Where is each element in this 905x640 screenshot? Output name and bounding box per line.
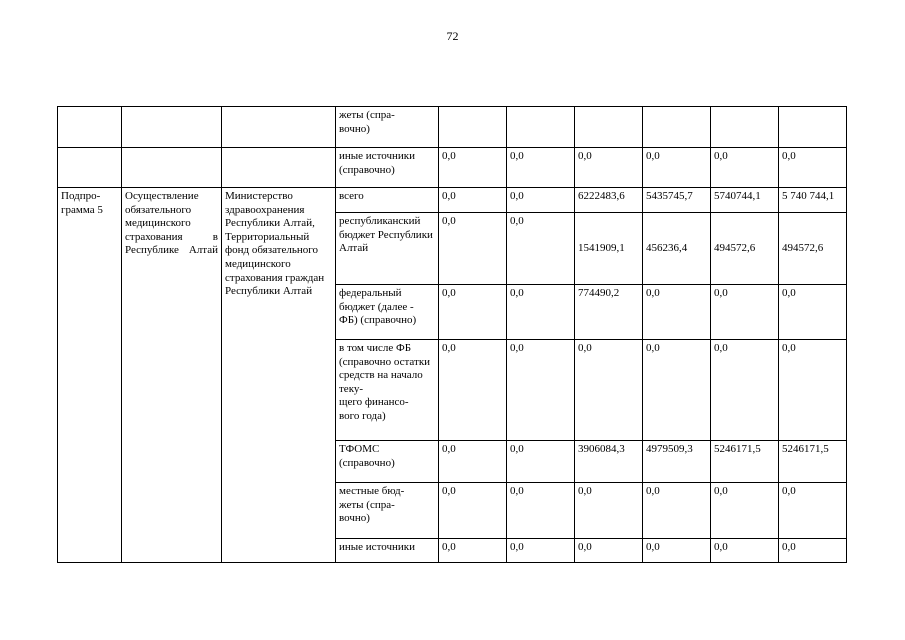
value-cell [575, 107, 643, 148]
value-cell: 5 740 744,1 [779, 188, 847, 213]
table-row [58, 148, 847, 188]
table-cell [58, 148, 122, 188]
value-cell: 0,0 [507, 213, 575, 285]
value-cell: 494572,6 [711, 213, 779, 285]
source-cell: иные источники [336, 539, 439, 563]
table-row [58, 188, 847, 213]
value-cell: 0,0 [643, 340, 711, 441]
value-cell: 0,0 [575, 340, 643, 441]
value-cell: 0,0 [711, 340, 779, 441]
table-cell [222, 107, 336, 148]
page-number: 72 [446, 29, 459, 43]
value-cell: 3906084,3 [575, 441, 643, 483]
subprogram-cell: Подпро- грамма 5 [58, 188, 122, 563]
value-cell: 0,0 [439, 213, 507, 285]
value-cell: 0,0 [507, 441, 575, 483]
value-cell: 0,0 [507, 188, 575, 213]
value-cell: 6222483,6 [575, 188, 643, 213]
value-cell: 0,0 [711, 148, 779, 188]
value-cell: 5435745,7 [643, 188, 711, 213]
value-cell: 0,0 [779, 148, 847, 188]
source-cell: федеральный бюджет (далее - ФБ) (справочно) [336, 285, 439, 340]
source-cell: всего [336, 188, 439, 213]
value-cell: 0,0 [643, 539, 711, 563]
value-cell [711, 107, 779, 148]
value-cell [439, 107, 507, 148]
value-cell: 0,0 [779, 340, 847, 441]
value-cell: 0,0 [779, 539, 847, 563]
value-cell: 0,0 [507, 285, 575, 340]
value-cell: 0,0 [711, 483, 779, 539]
value-cell: 1541909,1 [575, 213, 643, 285]
source-cell: местные бюд- жеты (спра- вочно) [336, 483, 439, 539]
value-cell [643, 107, 711, 148]
value-cell: 0,0 [711, 539, 779, 563]
source-cell: иные источники (справочно) [336, 148, 439, 188]
value-cell [779, 107, 847, 148]
value-cell: 0,0 [439, 340, 507, 441]
executor-cell: Министерство здравоохранения Республики Алтай, Территориальный фонд обязательного медицинского страхования граждан Республики Алтай [222, 188, 336, 563]
table-cell [122, 107, 222, 148]
value-cell: 5740744,1 [711, 188, 779, 213]
value-cell: 0,0 [507, 483, 575, 539]
value-cell: 0,0 [507, 539, 575, 563]
table-cell [122, 148, 222, 188]
value-cell: 0,0 [711, 285, 779, 340]
source-cell: в том числе ФБ (справочно остатки средств на начало теку- щего финансо- вого года) [336, 340, 439, 441]
value-cell: 0,0 [439, 539, 507, 563]
value-cell: 0,0 [643, 285, 711, 340]
value-cell: 0,0 [439, 441, 507, 483]
source-cell: республиканский бюджет Республики Алтай [336, 213, 439, 285]
value-cell: 0,0 [779, 483, 847, 539]
value-cell: 0,0 [439, 188, 507, 213]
value-cell: 0,0 [779, 285, 847, 340]
value-cell: 4979509,3 [643, 441, 711, 483]
value-cell: 0,0 [575, 539, 643, 563]
value-cell: 0,0 [507, 340, 575, 441]
value-cell [507, 107, 575, 148]
value-cell: 0,0 [575, 483, 643, 539]
value-cell: 774490,2 [575, 285, 643, 340]
value-cell: 0,0 [439, 148, 507, 188]
value-cell: 0,0 [439, 285, 507, 340]
value-cell: 456236,4 [643, 213, 711, 285]
value-cell: 0,0 [643, 483, 711, 539]
table-row [58, 107, 847, 148]
source-cell: ТФОМС (справочно) [336, 441, 439, 483]
table-cell [58, 107, 122, 148]
budget-table [57, 106, 847, 563]
source-cell: жеты (спра- вочно) [336, 107, 439, 148]
value-cell: 0,0 [575, 148, 643, 188]
table-cell [222, 148, 336, 188]
subprogram-name-cell: Осуществление обязательного медицинского страхования в Республике Алтай [122, 188, 222, 563]
value-cell: 5246171,5 [779, 441, 847, 483]
value-cell: 5246171,5 [711, 441, 779, 483]
value-cell: 0,0 [439, 483, 507, 539]
value-cell: 494572,6 [779, 213, 847, 285]
value-cell: 0,0 [643, 148, 711, 188]
value-cell: 0,0 [507, 148, 575, 188]
